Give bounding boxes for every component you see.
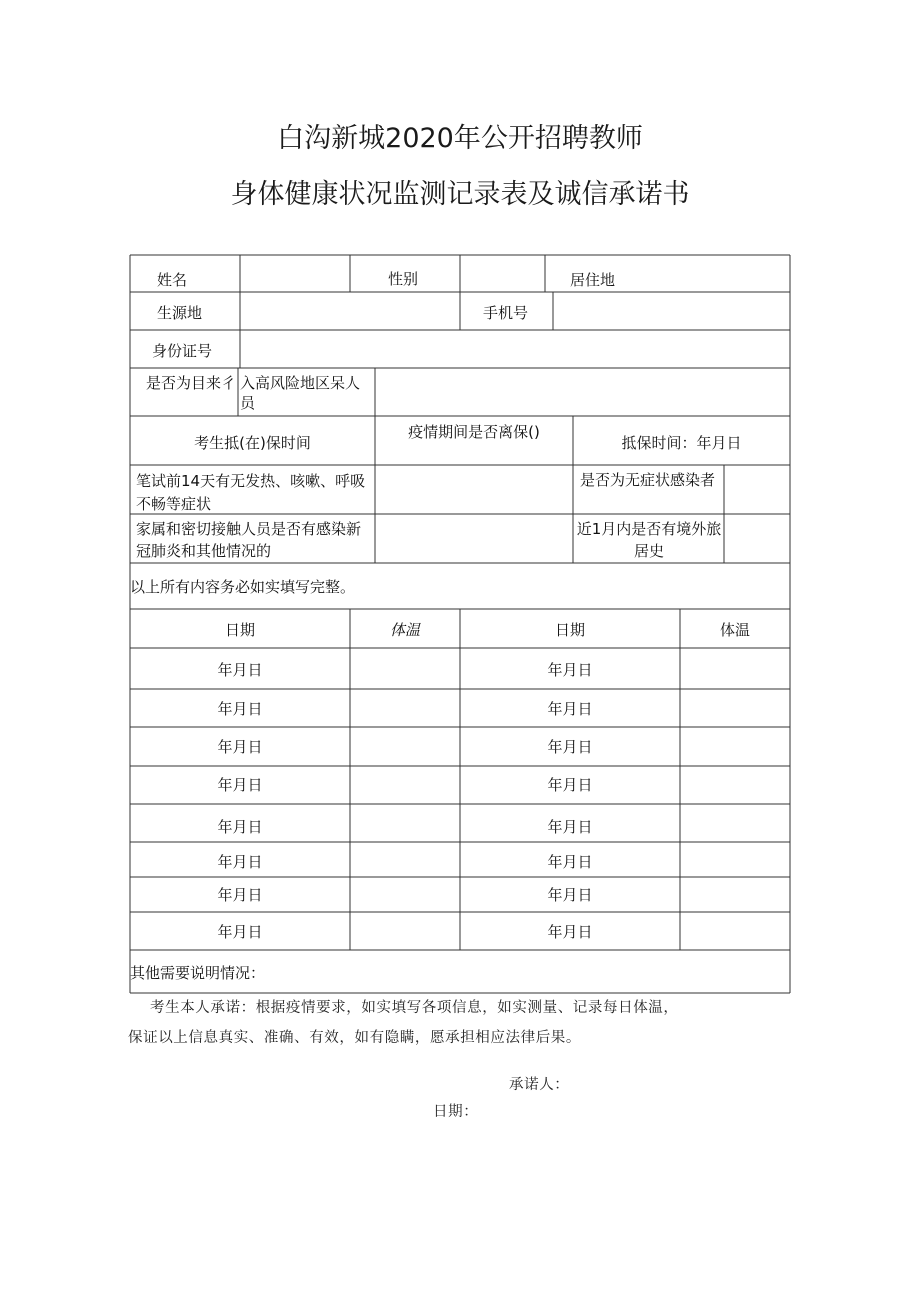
temperature-column-header-right: 体温 bbox=[719, 621, 750, 639]
gender-field[interactable] bbox=[461, 259, 544, 291]
origin-label: 生源地 bbox=[157, 304, 203, 322]
log-row-temp-left[interactable] bbox=[351, 878, 459, 911]
left-quarantine-question: 疫情期间是否离保() bbox=[408, 423, 540, 441]
commitment-line2: 保证以上信息真实、准确、有效，如有隐瞒，愿承担相应法律后果。 bbox=[128, 1030, 581, 1046]
log-row-temp-left[interactable] bbox=[351, 690, 459, 726]
date-column-header-right: 日期 bbox=[554, 621, 585, 639]
log-row-temp-left[interactable] bbox=[351, 767, 459, 803]
name-label: 姓名 bbox=[157, 271, 188, 289]
log-row-date-right: 年月日 bbox=[547, 853, 593, 871]
document-title-line1: 白沟新城2020年公开招聘教师 bbox=[277, 123, 643, 154]
log-row-temp-right[interactable] bbox=[681, 767, 789, 803]
risk-area-question-part1: 是否为目来彳 bbox=[146, 374, 236, 392]
log-row-date-left: 年月日 bbox=[217, 700, 263, 718]
log-row-date-left: 年月日 bbox=[217, 818, 263, 836]
log-row-date-left: 年月日 bbox=[217, 738, 263, 756]
id-number-field[interactable] bbox=[241, 332, 788, 366]
log-row-temp-left[interactable] bbox=[351, 843, 459, 876]
gender-label: 性别 bbox=[388, 270, 419, 288]
asymptomatic-answer-field[interactable] bbox=[725, 467, 788, 512]
log-row-temp-left[interactable] bbox=[351, 913, 459, 949]
truth-note: 以上所有内容务必如实填写完整。 bbox=[130, 578, 356, 596]
symptoms-question: 笔试前14天有无发热、咳嗽、呼吸不畅等症状 bbox=[136, 472, 366, 513]
log-row-temp-right[interactable] bbox=[681, 878, 789, 911]
log-row-temp-right[interactable] bbox=[681, 728, 789, 765]
log-row-date-right: 年月日 bbox=[547, 700, 593, 718]
other-notes-label: 其他需要说明情况： bbox=[130, 964, 266, 982]
arrival-time-label: 抵保时间：年月日 bbox=[621, 434, 742, 452]
abroad-travel-question: 近1月内是否有境外旅居史 bbox=[576, 520, 722, 560]
residence-label: 居住地 bbox=[570, 271, 616, 289]
risk-area-question-part2: 入高风险地区呆人员 bbox=[240, 374, 361, 412]
asymptomatic-question: 是否为无症状感染者 bbox=[580, 471, 716, 489]
family-contact-question: 家属和密切接触人员是否有感染新冠肺炎和其他情况的 bbox=[136, 520, 362, 560]
log-row-temp-right[interactable] bbox=[681, 650, 789, 688]
log-row-date-right: 年月日 bbox=[547, 818, 593, 836]
phone-label: 手机号 bbox=[483, 304, 529, 322]
origin-field[interactable] bbox=[241, 294, 459, 328]
log-row-date-left: 年月日 bbox=[217, 923, 263, 941]
commitment-line1: 考生本人承诺：根据疫情要求，如实填写各项信息，如实测量、记录每日体温， bbox=[150, 1000, 679, 1016]
log-row-date-right: 年月日 bbox=[547, 923, 593, 941]
log-row-temp-right[interactable] bbox=[681, 805, 789, 841]
log-row-date-left: 年月日 bbox=[217, 886, 263, 904]
quarantine-time-label: 考生抵(在)保时间 bbox=[194, 434, 311, 452]
log-row-date-left: 年月日 bbox=[217, 776, 263, 794]
log-row-temp-right[interactable] bbox=[681, 690, 789, 726]
name-field[interactable] bbox=[241, 259, 349, 291]
other-notes-field[interactable] bbox=[300, 953, 788, 991]
temperature-column-header-left: 体温 bbox=[389, 621, 420, 639]
log-row-date-right: 年月日 bbox=[547, 886, 593, 904]
abroad-travel-answer-field[interactable] bbox=[725, 516, 788, 561]
log-row-date-right: 年月日 bbox=[547, 776, 593, 794]
document-title-line2: 身体健康状况监测记录表及诚信承诺书 bbox=[230, 179, 690, 210]
signer-label: 承诺人： bbox=[509, 1077, 570, 1093]
log-row-temp-left[interactable] bbox=[351, 728, 459, 765]
log-row-temp-right[interactable] bbox=[681, 913, 789, 949]
signature-date-label: 日期： bbox=[433, 1104, 479, 1120]
log-row-date-left: 年月日 bbox=[217, 661, 263, 679]
phone-field[interactable] bbox=[554, 294, 788, 328]
log-row-temp-right[interactable] bbox=[681, 843, 789, 876]
family-contact-answer-field[interactable] bbox=[376, 516, 572, 561]
symptoms-answer-field[interactable] bbox=[376, 467, 572, 512]
log-row-date-right: 年月日 bbox=[547, 661, 593, 679]
residence-field[interactable] bbox=[660, 259, 788, 291]
log-row-date-left: 年月日 bbox=[217, 853, 263, 871]
risk-area-answer-field[interactable] bbox=[376, 370, 788, 414]
date-column-header-left: 日期 bbox=[224, 621, 255, 639]
log-row-temp-left[interactable] bbox=[351, 805, 459, 841]
log-row-temp-left[interactable] bbox=[351, 650, 459, 688]
id-number-label: 身份证号 bbox=[152, 342, 213, 360]
log-row-date-right: 年月日 bbox=[547, 738, 593, 756]
